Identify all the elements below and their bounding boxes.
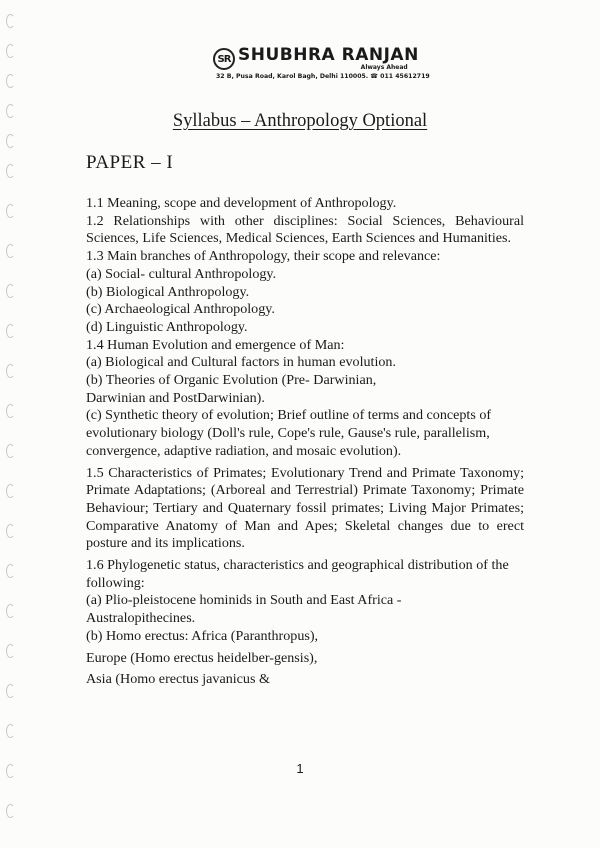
syllabus-item-1-4: 1.4 Human Evolution and emergence of Man: [86,336,345,353]
binding-hole [6,14,15,28]
brand-name: SHUBHRA RANJAN [238,45,419,65]
binding-hole [6,164,15,178]
binding-hole [6,204,15,218]
binding-hole [6,364,15,378]
brand-tagline: Always Ahead [360,64,408,71]
page-title: Syllabus – Anthropology Optional [172,111,428,131]
binding-hole [6,604,15,618]
syllabus-subitem: (c) Archaeological Anthropology. [86,301,275,318]
syllabus-subitem: (b) Homo erectus: Africa (Paranthropus), [86,627,319,644]
binding-hole [6,74,15,88]
binding-hole [6,284,15,298]
binding-hole [6,564,15,578]
binding-hole [6,244,15,258]
binding-hole [6,484,15,498]
binding-hole [6,444,15,458]
syllabus-subitem: (a) Plio-pleistocene hominids in South and East Africa - Australopithecines. [86,592,402,627]
binding-hole [6,644,15,658]
syllabus-subitem: (b) Biological Anthropology. [86,283,250,300]
paper-heading: PAPER – I [86,152,174,173]
binding-hole [6,324,15,338]
institute-logo [213,44,430,80]
syllabus-subitem: (a) Biological and Cultural factors in human evolution. [86,354,396,371]
syllabus-item-1-3: 1.3 Main branches of Anthropology, their scope and relevance: [86,248,441,265]
syllabus-item-1-5: 1.5 Characteristics of Primates; Evolutionary Trend and Primate Taxonomy; Primate Adaptations; (Arboreal and Terrestrial) Primate Taxonomy; Primate Behaviour; Tertiary and Quaternary fossil primates; Living Major Primates; Comparative Anatomy of Man and Apes; Skeletal changes due to erect posture and its implications. [86,464,524,552]
logo-mark: SR [213,48,235,70]
syllabus-content [86,195,524,689]
institute-address: 32 B, Pusa Road, Karol Bagh, Delhi 110005. ☎ 011 45612719 [216,73,430,80]
page-number: 1 [296,761,304,776]
syllabus-item-1-1: 1.1 Meaning, scope and development of Anthropology. [86,195,397,211]
syllabus-subitem: (c) Synthetic theory of evolution; Brief outline of terms and concepts of evolutionary biology (Doll's rule, Cope's rule, Gause's rule, parallelism, convergence, adaptive radiation, and mosaic evolution). [86,407,492,459]
binding-hole [6,524,15,538]
syllabus-item-1-2: 1.2 Relationships with other disciplines: Social Sciences, Behavioural Sciences, Life Sciences, Medical Sciences, Earth Sciences and Humanities. [86,212,524,247]
binding-hole [6,44,15,58]
binding-hole [6,724,15,738]
syllabus-subitem-continuation: Europe (Homo erectus heidelber-gensis), [86,649,318,666]
syllabus-subitem-continuation: Asia (Homo erectus javanicus & [86,671,270,688]
syllabus-subitem: (b) Theories of Organic Evolution (Pre- Darwinian, Darwinian and PostDarwinian). [86,372,377,406]
syllabus-subitem: (a) Social- cultural Anthropology. [86,265,277,282]
binding-hole [6,404,15,418]
syllabus-item-1-6: 1.6 Phylogenetic status, characteristics and geographical distribution of the following: [86,557,509,591]
binding-hole [6,134,15,148]
binding-hole [6,684,15,698]
syllabus-subitem: (d) Linguistic Anthropology. [86,318,248,335]
binding-hole [6,804,15,818]
